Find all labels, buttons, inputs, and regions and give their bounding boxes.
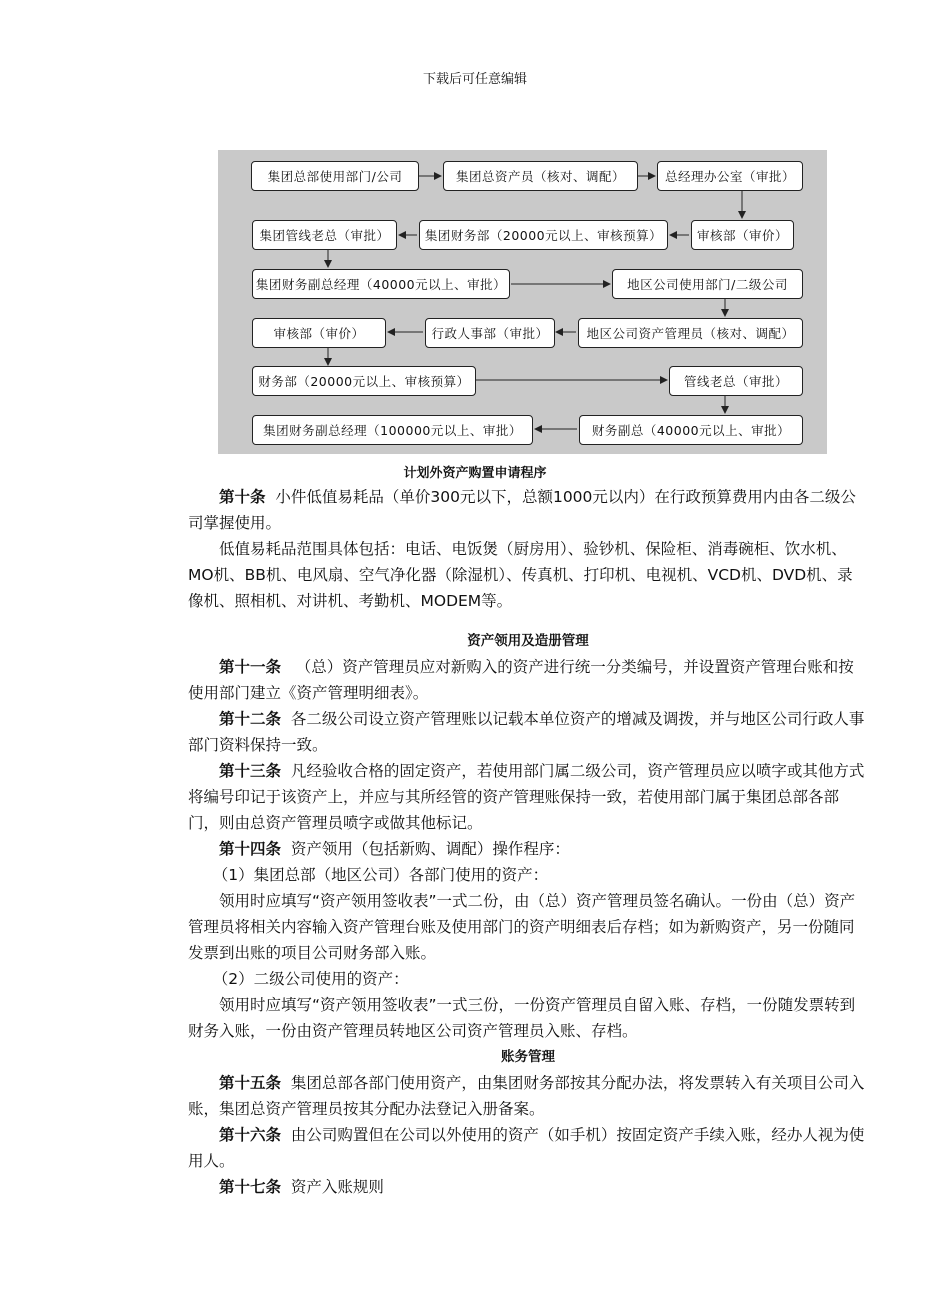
- flow-node: 地区公司使用部门/二级公司: [612, 269, 803, 299]
- article-13: [188, 758, 868, 836]
- article-text: 小件低值易耗品（单价300元以下，总额1000元以内）在行政预算费用内由各二级公司掌握使用。: [188, 488, 856, 532]
- section-heading: 账务管理: [501, 1049, 555, 1065]
- paragraph: 低值易耗品范围具体包括：电话、电饭煲（厨房用）、验钞机、保险柜、消毒碗柜、饮水机、MO机、BB机、电风扇、空气净化器（除湿机）、传真机、打印机、电视机、VCD机、DVD机、录像机、照相机、对讲机、考勤机、MODEM等。: [188, 540, 853, 610]
- flow-node: 集团总部使用部门/公司: [251, 161, 419, 191]
- article-title: 第十六条: [219, 1126, 282, 1144]
- article-text: 凡经验收合格的固定资产，若使用部门属二级公司，资产管理员应以喷字或其他方式将编号印记于该资产上，并应与其所经管的资产管理账保持一致，若使用部门属于集团总部各部门，则由总资产管理员喷字或做其他标记。: [188, 762, 865, 832]
- flowchart-arrows: [218, 150, 827, 454]
- flow-node: 审核部（审价）: [691, 220, 794, 250]
- article-text: 集团总部各部门使用资产，由集团财务部按其分配办法，将发票转入有关项目公司入账，集团总资产管理员按其分配办法登记入册备案。: [188, 1074, 865, 1118]
- article-text: 由公司购置但在公司以外使用的资产（如手机）按固定资产手续入账，经办人视为使用人。: [188, 1126, 865, 1170]
- article-title: 第十三条: [219, 762, 282, 780]
- flowchart: [218, 150, 827, 454]
- article-11: [188, 654, 868, 706]
- document-body: [188, 484, 868, 1200]
- flow-node: 地区公司资产管理员（核对、调配）: [578, 318, 803, 348]
- paragraph: 领用时应填写“资产领用签收表”一式三份，一份资产管理员自留入账、存档，一份随发票转到财务入账，一份由资产管理员转地区公司资产管理员入账、存档。: [188, 996, 856, 1040]
- flowchart-caption: 计划外资产购置申请程序: [403, 466, 547, 481]
- article-text: 资产入账规则: [290, 1178, 384, 1196]
- flow-node: 财务副总（40000元以上、审批）: [579, 415, 803, 445]
- flow-node: 财务部（20000元以上、审核预算）: [252, 366, 476, 396]
- page-header: 下载后可任意编辑: [422, 72, 527, 87]
- flow-node: 集团总资产员（核对、调配）: [443, 161, 638, 191]
- flow-node: 审核部（审价）: [252, 318, 386, 348]
- flow-node: 行政人事部（审批）: [425, 318, 555, 348]
- article-12: [188, 706, 868, 758]
- article-10: [188, 484, 868, 536]
- article-text: （总）资产管理员应对新购入的资产进行统一分类编号，并设置资产管理台账和按使用部门建立《资产管理明细表》。: [188, 658, 854, 702]
- sub-item: （1）集团总部（地区公司）各部门使用的资产：: [212, 866, 549, 884]
- article-title: 第十七条: [219, 1178, 282, 1196]
- article-title: 第十一条: [219, 658, 282, 676]
- flow-node: 总经理办公室（审批）: [657, 161, 803, 191]
- paragraph: 领用时应填写“资产领用签收表”一式二份，由（总）资产管理员签名确认。一份由（总）资产管理员将相关内容输入资产管理台账及使用部门的资产明细表后存档；如为新购资产，另一份随同发票到出账的项目公司财务部入账。: [188, 892, 856, 962]
- article-17: [188, 1174, 868, 1200]
- flow-node: 管线老总（审批）: [669, 366, 803, 396]
- article-title: 第十二条: [219, 710, 282, 728]
- article-16: [188, 1122, 868, 1174]
- article-title: 第十四条: [219, 840, 282, 858]
- article-15: [188, 1070, 868, 1122]
- article-text: 资产领用（包括新购、调配）操作程序：: [290, 840, 570, 858]
- sub-item: （2）二级公司使用的资产：: [212, 970, 409, 988]
- article-title: 第十五条: [219, 1074, 282, 1092]
- flow-node: 集团管线老总（审批）: [252, 220, 397, 250]
- article-text: 各二级公司设立资产管理账以记载本单位资产的增减及调拨，并与地区公司行政人事部门资料保持一致。: [188, 710, 865, 754]
- article-14: [188, 836, 868, 862]
- article-title: 第十条: [219, 488, 266, 506]
- section-heading: 资产领用及造册管理: [467, 633, 589, 649]
- flow-node: 集团财务副总经理（40000元以上、审批）: [252, 269, 510, 299]
- flow-node: 集团财务部（20000元以上、审核预算）: [419, 220, 668, 250]
- flow-node: 集团财务副总经理（100000元以上、审批）: [252, 415, 533, 445]
